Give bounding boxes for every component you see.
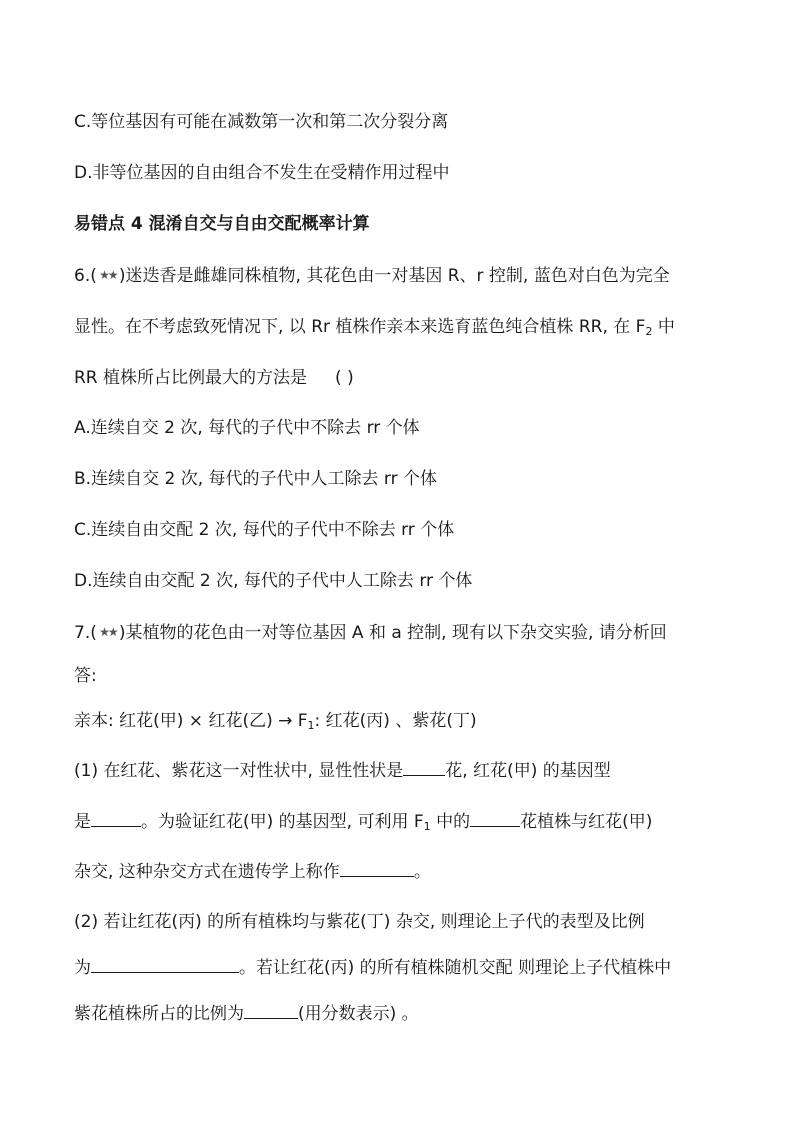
answer-blank[interactable] bbox=[244, 1002, 298, 1019]
p1-line1 bbox=[74, 759, 611, 783]
p2-text-b: 为 bbox=[74, 958, 91, 978]
p1-text-e: 中的 bbox=[436, 812, 471, 832]
q6-line1 bbox=[74, 263, 670, 288]
q7-difficulty-bracket: ( ★★ ) bbox=[90, 623, 125, 643]
difficulty-stars-icon: ★★ bbox=[99, 268, 117, 282]
q7-line1 bbox=[74, 620, 667, 645]
option-d-prev: D.非等位基因的自由组合不发生在受精作用过程中 bbox=[74, 163, 450, 183]
subscript: 1 bbox=[307, 719, 315, 732]
subscript: 1 bbox=[423, 820, 431, 833]
p2-text-e: (用分数表示) 。 bbox=[298, 1004, 419, 1024]
answer-blank[interactable] bbox=[91, 810, 141, 827]
p2-line3 bbox=[74, 1002, 419, 1026]
q6-line2 bbox=[74, 315, 675, 339]
q7-line2: 答: bbox=[74, 666, 97, 686]
subscript: 2 bbox=[645, 325, 653, 338]
p1-text-b: 花, 红花(甲) 的基因型 bbox=[445, 761, 611, 781]
q6-stem-3: RR 植株所占比例最大的方法是 bbox=[74, 368, 308, 388]
p1-text-c: 是 bbox=[74, 812, 91, 832]
section-title: 易错点 4 混淆自交与自由交配概率计算 bbox=[74, 214, 370, 234]
q6-stem-2: 显性。在不考虑致死情况下, 以 Rr 植株作亲本来选育蓝色纯合植株 RR, 在 F bbox=[74, 317, 646, 337]
p1-text-d: 。为验证红花(甲) 的基因型, 可利用 F bbox=[141, 812, 424, 832]
q6-option-b: B.连续自交 2 次, 每代的子代中人工除去 rr 个体 bbox=[74, 469, 437, 489]
p2-line2 bbox=[74, 956, 671, 980]
p1-text-a: (1) 在红花、紫花这一对性状中, 显性性状是 bbox=[74, 761, 404, 781]
answer-blank[interactable] bbox=[340, 860, 414, 877]
p1-text-f: 花植株与红花(甲) bbox=[520, 812, 653, 832]
p2-text-c: 。若让红花(丙) 的所有植株随机交配 则理论上子代植株中 bbox=[239, 958, 672, 978]
q6-stem-1: 迷迭香是雌雄同株植物, 其花色由一对基因 R、r 控制, 蓝色对白色为完全 bbox=[125, 266, 670, 286]
q6-number: 6. bbox=[74, 266, 91, 286]
option-c-prev: C.等位基因有可能在减数第一次和第二次分裂分离 bbox=[74, 112, 449, 132]
cross-parents: 亲本: 红花(甲) × 红花(乙) → F bbox=[74, 711, 308, 731]
q6-option-a: A.连续自交 2 次, 每代的子代中不除去 rr 个体 bbox=[74, 418, 420, 438]
q6-option-c: C.连续自由交配 2 次, 每代的子代中不除去 rr 个体 bbox=[74, 520, 455, 540]
q6-line3 bbox=[74, 366, 354, 390]
answer-blank[interactable] bbox=[91, 956, 239, 973]
cross-line bbox=[74, 709, 477, 733]
q6-difficulty-bracket: ( ★★ ) bbox=[90, 266, 125, 286]
p1-line3 bbox=[74, 860, 431, 884]
answer-blank[interactable] bbox=[403, 759, 445, 776]
difficulty-stars-icon: ★★ bbox=[99, 625, 117, 639]
answer-blank[interactable] bbox=[470, 810, 520, 827]
p1-line2 bbox=[74, 810, 652, 834]
p2-text-d: 紫花植株所占的比例为 bbox=[74, 1004, 244, 1024]
p1-text-h: 。 bbox=[413, 862, 431, 882]
answer-paren: ( ) bbox=[335, 368, 354, 388]
p2-line1: (2) 若让红花(丙) 的所有植株均与紫花(丁) 杂交, 则理论上子代的表型及比例 bbox=[74, 912, 645, 932]
q7-number: 7. bbox=[74, 623, 91, 643]
q7-stem-1: 某植物的花色由一对等位基因 A 和 a 控制, 现有以下杂交实验, 请分析回 bbox=[125, 623, 667, 643]
q6-option-d: D.连续自由交配 2 次, 每代的子代中人工除去 rr 个体 bbox=[74, 571, 473, 591]
p1-text-g: 杂交, 这种杂交方式在遗传学上称作 bbox=[74, 862, 340, 882]
cross-offspring: : 红花(丙) 、紫花(丁) bbox=[314, 711, 477, 731]
q6-stem-2b: 中 bbox=[657, 317, 675, 337]
